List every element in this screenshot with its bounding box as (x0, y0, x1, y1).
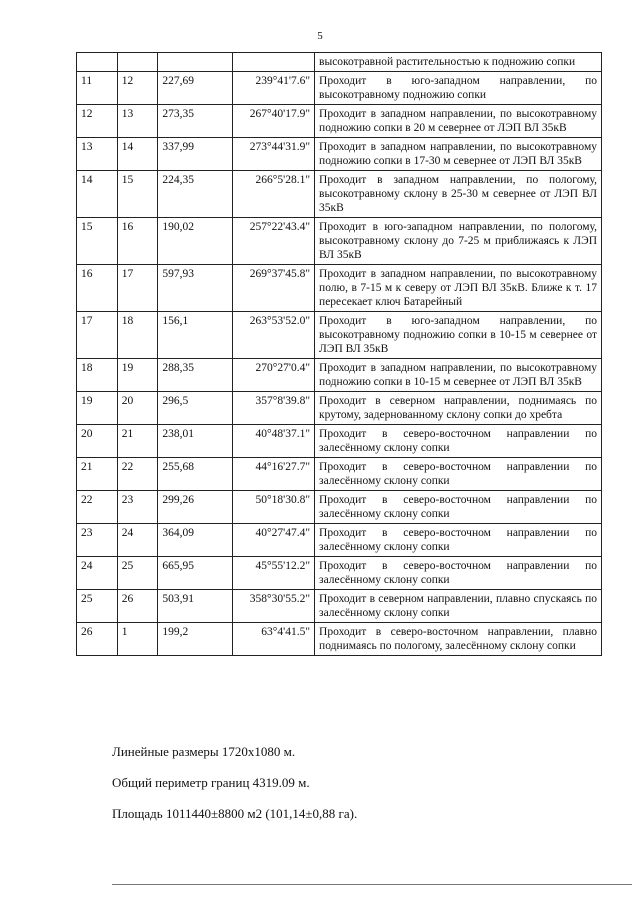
direction-angle-cell: 267°40'17.9" (232, 105, 314, 138)
boundary-table-body (77, 53, 602, 656)
to-point-cell: 21 (117, 425, 158, 458)
table-row (77, 623, 602, 656)
to-point-cell: 22 (117, 458, 158, 491)
table-row (77, 458, 602, 491)
from-point-cell: 22 (77, 491, 118, 524)
description-cell: Проходит в юго-западном направлении, по высокотравному подножию сопки (315, 72, 602, 105)
from-point-cell: 11 (77, 72, 118, 105)
description-cell: Проходит в юго-западном направлении, по пологому, высокотравному склону до 7-25 м приближаясь к ЛЭП ВЛ 35кВ (315, 218, 602, 265)
description-cell: Проходит в северо-восточном направлении, плавно поднимаясь по пологому, залесённому склону сопки (315, 623, 602, 656)
area-text: Площадь 1011440±8800 м2 (101,14±0,88 га). (112, 806, 358, 821)
table-row (77, 425, 602, 458)
description-cell: Проходит в северо-восточном направлении по залесённому склону сопки (315, 491, 602, 524)
length-cell: 224,35 (158, 171, 232, 218)
length-cell: 190,02 (158, 218, 232, 265)
direction-angle-cell: 50°18'30.8" (232, 491, 314, 524)
direction-angle-cell: 270°27'0.4" (232, 359, 314, 392)
from-point-cell: 18 (77, 359, 118, 392)
from-point-cell: 12 (77, 105, 118, 138)
direction-angle-cell: 357°8'39.8" (232, 392, 314, 425)
from-point-cell: 17 (77, 312, 118, 359)
length-cell: 665,95 (158, 557, 232, 590)
linear-dimensions-text: Линейные размеры 1720х1080 м. (112, 744, 296, 759)
from-point-cell: 24 (77, 557, 118, 590)
boundary-table (76, 52, 602, 656)
description-cell: Проходит в северо-восточном направлении по залесённому склону сопки (315, 425, 602, 458)
direction-angle-cell: 269°37'45.8" (232, 265, 314, 312)
length-cell: 296,5 (158, 392, 232, 425)
description-cell: Проходит в северо-восточном направлении по залесённому склону сопки (315, 458, 602, 491)
length-cell: 503,91 (158, 590, 232, 623)
description-cell: Проходит в западном направлении, по высокотравному подножию сопки в 20 м севернее от ЛЭП ВЛ 35кВ (315, 105, 602, 138)
from-point-cell: 23 (77, 524, 118, 557)
table-row (77, 171, 602, 218)
page-number: 5 (317, 30, 323, 42)
length-cell: 227,69 (158, 72, 232, 105)
length-cell: 255,68 (158, 458, 232, 491)
to-point-cell: 14 (117, 138, 158, 171)
table-row (77, 105, 602, 138)
length-cell: 597,93 (158, 265, 232, 312)
to-point-cell: 23 (117, 491, 158, 524)
to-point-cell (117, 53, 158, 72)
from-point-cell: 26 (77, 623, 118, 656)
length-cell: 337,99 (158, 138, 232, 171)
to-point-cell: 20 (117, 392, 158, 425)
to-point-cell: 13 (117, 105, 158, 138)
to-point-cell: 18 (117, 312, 158, 359)
direction-angle-cell (232, 53, 314, 72)
table-row (77, 53, 602, 72)
direction-angle-cell: 257°22'43.4" (232, 218, 314, 265)
table-row (77, 218, 602, 265)
length-cell: 364,09 (158, 524, 232, 557)
direction-angle-cell: 263°53'52.0" (232, 312, 314, 359)
table-row (77, 138, 602, 171)
to-point-cell: 17 (117, 265, 158, 312)
direction-angle-cell: 40°48'37.1" (232, 425, 314, 458)
length-cell: 238,01 (158, 425, 232, 458)
table-row (77, 265, 602, 312)
to-point-cell: 16 (117, 218, 158, 265)
from-point-cell: 15 (77, 218, 118, 265)
description-cell: Проходит в северо-восточном направлении по залесённому склону сопки (315, 557, 602, 590)
table-row (77, 392, 602, 425)
description-cell: Проходит в северном направлении, поднимаясь по крутому, задернованному склону сопки до хребта (315, 392, 602, 425)
from-point-cell: 13 (77, 138, 118, 171)
direction-angle-cell: 273°44'31.9" (232, 138, 314, 171)
length-cell: 273,35 (158, 105, 232, 138)
table-row (77, 312, 602, 359)
to-point-cell: 12 (117, 72, 158, 105)
table-row (77, 590, 602, 623)
from-point-cell: 25 (77, 590, 118, 623)
to-point-cell: 26 (117, 590, 158, 623)
description-cell: Проходит в западном направлении, по высокотравному подножию сопки в 17-30 м севернее от ЛЭП ВЛ 35кВ (315, 138, 602, 171)
table-row (77, 557, 602, 590)
from-point-cell: 14 (77, 171, 118, 218)
table-row (77, 72, 602, 105)
description-cell: Проходит в северном направлении, плавно спускаясь по залесённому склону сопки (315, 590, 602, 623)
direction-angle-cell: 40°27'47.4" (232, 524, 314, 557)
table-row (77, 359, 602, 392)
length-cell: 199,2 (158, 623, 232, 656)
description-cell: Проходит в западном направлении, по пологому, высокотравному склону в 25-30 м севернее от ЛЭП ВЛ 35кВ (315, 171, 602, 218)
description-cell: высокотравной растительностью к подножию сопки (315, 53, 602, 72)
from-point-cell (77, 53, 118, 72)
length-cell (158, 53, 232, 72)
table-row (77, 524, 602, 557)
direction-angle-cell: 45°55'12.2" (232, 557, 314, 590)
direction-angle-cell: 239°41'7.6" (232, 72, 314, 105)
table-row (77, 491, 602, 524)
length-cell: 288,35 (158, 359, 232, 392)
description-cell: Проходит в юго-западном направлении, по высокотравному подножию сопки в 10-15 м севернее от ЛЭП ВЛ 35кВ (315, 312, 602, 359)
direction-angle-cell: 358°30'55.2" (232, 590, 314, 623)
description-cell: Проходит в северо-восточном направлении по залесённому склону сопки (315, 524, 602, 557)
from-point-cell: 19 (77, 392, 118, 425)
summary-block (112, 742, 357, 835)
to-point-cell: 19 (117, 359, 158, 392)
perimeter-text: Общий периметр границ 4319.09 м. (112, 775, 310, 790)
to-point-cell: 24 (117, 524, 158, 557)
direction-angle-cell: 266°5'28.1" (232, 171, 314, 218)
from-point-cell: 20 (77, 425, 118, 458)
from-point-cell: 21 (77, 458, 118, 491)
description-cell: Проходит в западном направлении, по высокотравному подножию сопки в 10-15 м севернее от ЛЭП ВЛ 35кВ (315, 359, 602, 392)
length-cell: 299,26 (158, 491, 232, 524)
direction-angle-cell: 63°4'41.5" (232, 623, 314, 656)
to-point-cell: 25 (117, 557, 158, 590)
direction-angle-cell: 44°16'27.7" (232, 458, 314, 491)
from-point-cell: 16 (77, 265, 118, 312)
footer-divider (112, 884, 632, 885)
description-cell: Проходит в западном направлении, по высокотравному полю, в 7-15 м к северу от ЛЭП ВЛ 35кВ. Ближе к т. 17 пересекает ключ Батарейный (315, 265, 602, 312)
length-cell: 156,1 (158, 312, 232, 359)
to-point-cell: 1 (117, 623, 158, 656)
to-point-cell: 15 (117, 171, 158, 218)
